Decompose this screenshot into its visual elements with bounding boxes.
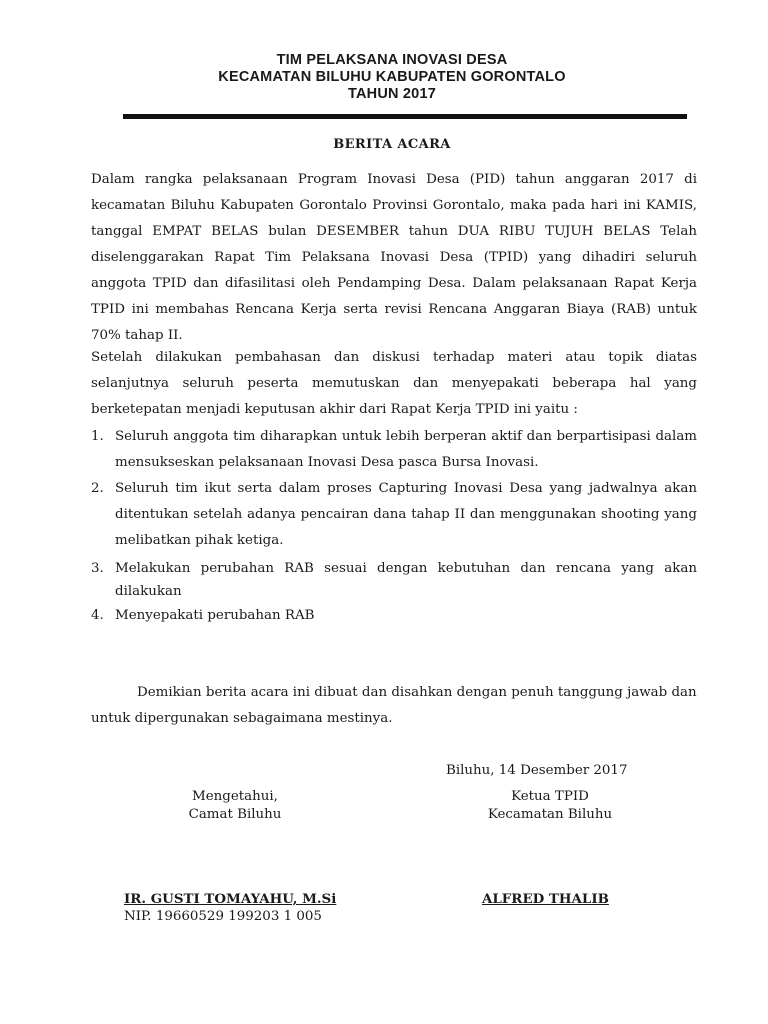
list-item: [91, 603, 697, 629]
header-line-1: TIM PELAKSANA INOVASI DESA: [276, 52, 508, 68]
list-item-text: Melakukan perubahan RAB sesuai dengan kebutuhan dan rencana yang akan dilakukan: [115, 561, 697, 599]
left-signature-line-2: Camat Biluhu: [188, 807, 282, 822]
paragraph-1-text: Dalam rangka pelaksanaan Program Inovasi Desa (PID) tahun anggaran 2017 di kecamatan Biluhu Kabupaten Gorontalo Provinsi Gorontalo, maka pada hari ini KAMIS, tanggal EMPAT BELAS bulan DESEMBER tahun DUA RIBU TUJUH BELAS Telah diselenggarakan Rapat Tim Pelaksana Inovasi Desa (TPID) yang dihadiri seluruh anggota TPID dan difasilitasi oleh Pendamping Desa. Dalam pelaksanaan Rapat Kerja TPID ini membahas Rencana Kerja serta revisi Rencana Anggaran Biaya (RAB) untuk 70% tahap II.: [91, 172, 697, 343]
header-divider: [123, 114, 687, 119]
document-title: BERITA ACARA: [333, 137, 451, 152]
closing-paragraph: Demikian berita acara ini dibuat dan disahkan dengan penuh tanggung jawab dan untuk dipergunakan sebagaimana mestinya.: [91, 685, 697, 726]
right-signatory-name: ALFRED THALIB: [482, 891, 609, 907]
place-date: Biluhu, 14 Desember 2017: [446, 763, 628, 778]
list-item-text: Menyepakati perubahan RAB: [115, 608, 315, 623]
left-signature-line-1: Mengetahui,: [192, 789, 278, 804]
list-item: [91, 476, 697, 554]
paragraph-2: [91, 345, 697, 423]
document-header: [0, 52, 768, 103]
list-item-number: 3.: [91, 561, 104, 576]
list-item-number: 1.: [91, 429, 104, 444]
paragraph-2-text: Setelah dilakukan pembahasan dan diskusi terhadap materi atau topik diatas selanjutnya seluruh peserta memutuskan dan menyepakati beberapa hal yang berketepatan menjadi keputusan akhir dari Rapat Kerja TPID ini yaitu :: [91, 350, 697, 417]
paragraph-1: [91, 167, 697, 349]
right-signature-line-1: Ketua TPID: [511, 789, 589, 804]
list-item: [91, 557, 697, 603]
header-line-3: TAHUN 2017: [348, 86, 436, 102]
left-signature-block: [160, 788, 310, 824]
list-item: [91, 424, 697, 476]
list-item-number: 2.: [91, 481, 104, 496]
right-signature-block: [470, 788, 630, 824]
list-item-text: Seluruh tim ikut serta dalam proses Capturing Inovasi Desa yang jadwalnya akan ditentukan setelah adanya pencairan dana tahap II dan menggunakan shooting yang melibatkan pihak ketiga.: [115, 481, 697, 548]
header-line-2: KECAMATAN BILUHU KABUPATEN GORONTALO: [218, 69, 566, 85]
list-item-text: Seluruh anggota tim diharapkan untuk lebih berperan aktif dan berpartisipasi dalam mensukseskan pelaksanaan Inovasi Desa pasca Bursa Inovasi.: [115, 429, 697, 470]
left-signatory-name: IR. GUSTI TOMAYAHU, M.Si: [124, 891, 337, 907]
right-signature-line-2: Kecamatan Biluhu: [487, 807, 613, 822]
list-item-number: 4.: [91, 608, 104, 623]
decision-list: [91, 424, 697, 629]
left-signatory-nip: NIP. 19660529 199203 1 005: [124, 909, 322, 924]
